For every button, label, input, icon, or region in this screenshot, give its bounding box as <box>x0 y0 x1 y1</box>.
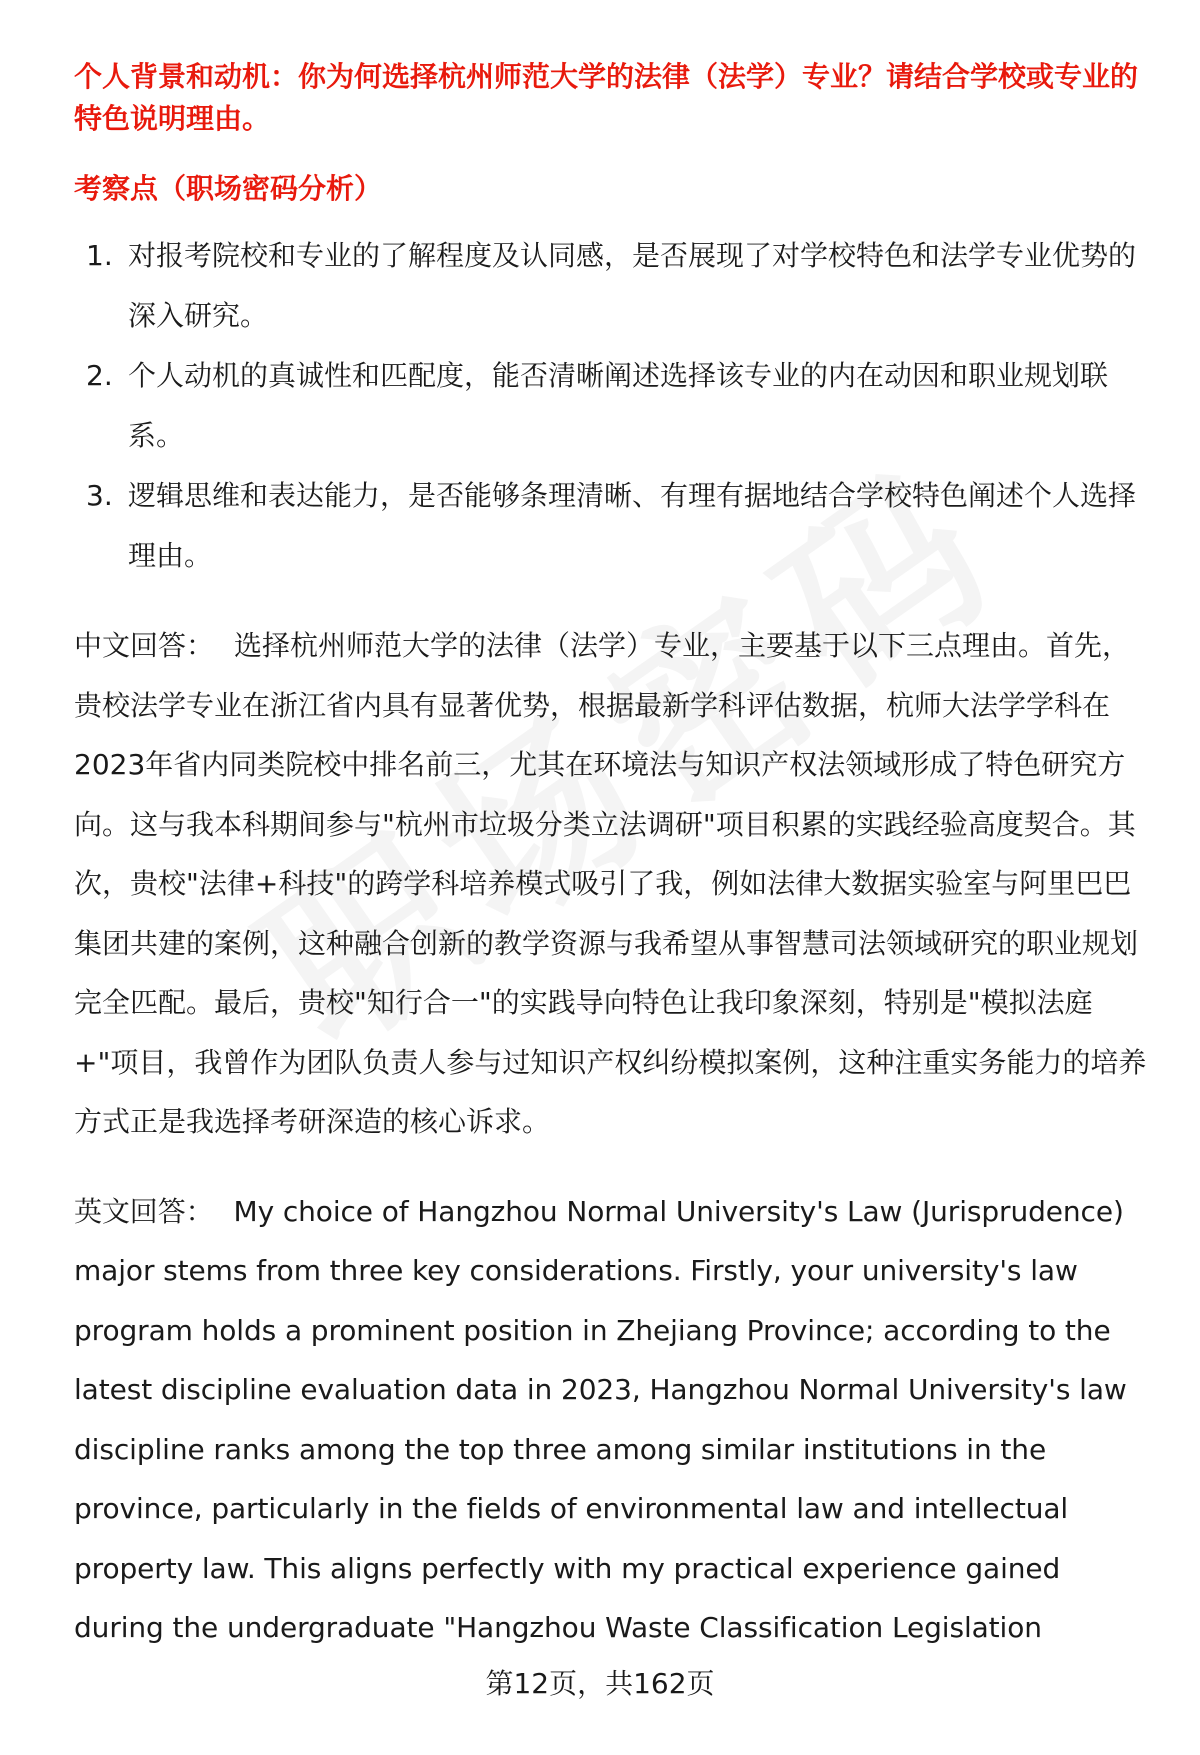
list-item-text: 个人动机的真诚性和匹配度，能否清晰阐述选择该专业的内在动因和职业规划联系。 <box>128 359 1109 452</box>
question-heading: 个人背景和动机：你为何选择杭州师范大学的法律（法学）专业？请结合学校或专业的特色说明理由。 <box>74 60 1139 135</box>
list-item-number: 3. <box>86 479 113 512</box>
english-answer-text: My choice of Hangzhou Normal University's Law (Jurisprudence) major stems from three key considerations. Firstly, your university's law program holds a prominent position in Zhejiang Province; according to the latest discipline evaluation data in 2023, Hangzhou Normal University's law discipline ranks among the top three among similar institutions in the province, particularly in the fields of environmental law and intellectual property law. This aligns perfectly with my practical experience gained during the undergraduate "Hangzhou Waste Classification Legislation <box>74 1194 1127 1644</box>
list-item-text: 对报考院校和专业的了解程度及认同感，是否展现了对学校特色和法学专业优势的深入研究。 <box>128 239 1137 332</box>
english-answer <box>74 1182 1154 1658</box>
chinese-answer-text: 选择杭州师范大学的法律（法学）专业，主要基于以下三点理由。首先，贵校法学专业在浙江省内具有显著优势，根据最新学科评估数据，杭师大法学学科在2023年省内同类院校中排名前三，尤其在环境法与知识产权法领域形成了特色研究方向。这与我本科期间参与"杭州市垃圾分类立法调研"项目积累的实践经验高度契合。其次，贵校"法律+科技"的跨学科培养模式吸引了我，例如法律大数据实验室与阿里巴巴集团共建的案例，这种融合创新的教学资源与我希望从事智慧司法领域研究的职业规划完全匹配。最后，贵校"知行合一"的实践导向特色让我印象深刻，特别是"模拟法庭+"项目，我曾作为团队负责人参与过知识产权纠纷模拟案例，这种注重实务能力的培养方式正是我选择考研深造的核心诉求。 <box>74 629 1147 1138</box>
list-item <box>74 466 1154 586</box>
english-answer-label: 英文回答： <box>74 1194 214 1228</box>
page-content <box>74 56 1154 1658</box>
list-item-number: 1. <box>86 239 113 272</box>
chinese-answer <box>74 616 1154 1152</box>
list-item-number: 2. <box>86 359 113 392</box>
list-item-text: 逻辑思维和表达能力，是否能够条理清晰、有理有据地结合学校特色阐述个人选择理由。 <box>128 479 1137 572</box>
list-item <box>74 346 1154 466</box>
focus-points-list <box>74 226 1154 586</box>
page-number-footer: 第12页，共162页 <box>485 1667 715 1700</box>
chinese-answer-label: 中文回答： <box>74 629 215 662</box>
focus-title: 考察点（职场密码分析） <box>74 172 383 205</box>
list-item <box>74 226 1154 346</box>
